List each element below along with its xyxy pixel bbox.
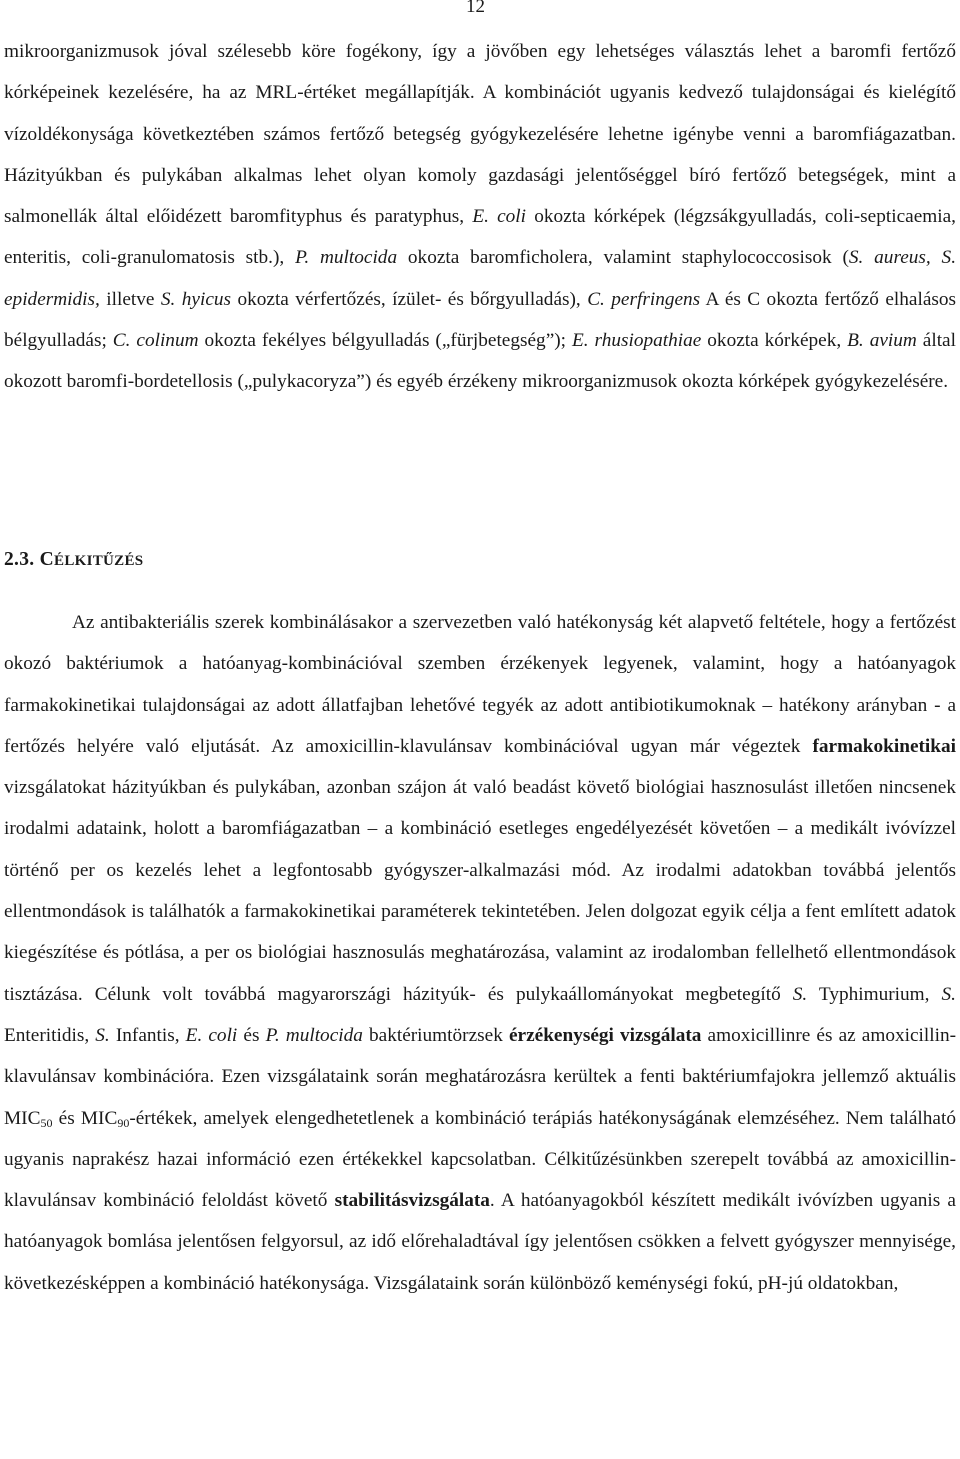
organism-name: E. coli	[185, 1024, 238, 1046]
organism-name: C. colinum	[112, 330, 199, 352]
section-title-rest: ÉLKITŰZÉS	[54, 553, 144, 569]
text-run: Typhimurium,	[818, 983, 930, 1005]
organism-name: E. rhusiopathiae	[572, 330, 702, 352]
text-run: A és C okozta fertőző elhalásos bélgyulladás;	[4, 288, 957, 352]
page-number: 12	[466, 0, 485, 17]
text-run: baktériumtörzsek	[369, 1024, 503, 1046]
text-run: okozta fekélyes bélgyulladás („fürjbetegség”);	[204, 330, 567, 352]
organism-name: S. aureus, S. epidermidis,	[4, 247, 957, 310]
bold-term: érzékenységi vizsgálata	[508, 1024, 702, 1046]
organism-name: E. coli	[472, 206, 527, 228]
text-run: Enteritidis,	[4, 1024, 90, 1046]
section-title-initial: C	[39, 549, 55, 570]
text-run: okozta kórképek (légzsákgyulladás, coli-septicaemia, enteritis, coli-granulomatosis stb.),	[4, 206, 956, 269]
paragraph-objectives	[4, 602, 956, 1304]
organism-name: S. hyicus	[160, 288, 232, 310]
subscript: 90	[117, 1115, 130, 1130]
text-run: vizsgálatokat házityúkban és pulykában, azonban szájon át való beadást követő biológiai hasznosulást illetően nincsenek irodalmi adataink, holott a baromfiágazatban – a kombináció esetleges engedélyezését követően – a medikált ivóvízzel történő per os kezelés lehet a legfontosabb gyógyszer-alkalmazási mód. Az irodalmi adatokban továbbá jelentős ellentmondások is találhatók a farmakokinetikai paraméterek tekintetében. Jelen dolgozat egyik célja a fent említett adatok kiegészítése és pótlása, a per os biológiai hasznosulás meghatározása, valamint az irodalomban fellelhető ellentmondások tisztázása. Célunk volt továbbá magyarországi házityúk- és pulykaállományokat megbetegítő	[4, 777, 956, 1005]
text-run: . A hatóanyagokból készített medikált ivóvízben ugyanis a hatóanyagok bomlása jelentősen felgyorsul, az idő előrehaladtával így jelentősen csökken a felvett gyógyszer mennyisége, következésképpen a kombináció hatékonysága. Vizsgálataink során különböző keménységi fokú, pH-jú oldatokban,	[4, 1190, 956, 1294]
bold-term: farmakokinetikai	[812, 735, 957, 757]
text-run: által okozott baromfi-bordetellosis („pulykacoryza”) és egyéb érzékeny mikroorganizmusok okozta kórképek gyógykezelésére.	[4, 330, 956, 393]
text-run: -értékek, amelyek elengedhetetlenek a kombináció terápiás hatékonyságának elemzéséhez. Nem található ugyanis naprakész hazai információ ezen értékekkel kapcsolatban. Célkitűzésünkben szerepelt továbbá az amoxicillin-klavulánsav kombináció feloldást követő	[4, 1107, 956, 1212]
bold-term: stabilitásvizsgálata	[334, 1190, 490, 1212]
organism-name: P. multocida	[265, 1024, 363, 1046]
text-run: okozta baromficholera, valamint staphylococcosisok (	[407, 247, 849, 269]
organism-name: P. multocida	[295, 247, 398, 269]
text-run: amoxicillinre és az amoxicillin-klavulánsav kombinációra. Ezen vizsgálataink során meghatározásra kerültek a fenti baktériumfajokra jellemző aktuális MIC	[4, 1024, 957, 1129]
text-run: Infantis,	[115, 1024, 180, 1046]
section-number: 2.3.	[4, 549, 35, 570]
organism-name: S.	[792, 983, 808, 1005]
text-run: és	[243, 1024, 260, 1046]
organism-name: S.	[95, 1024, 110, 1046]
text-run: és MIC	[58, 1107, 118, 1129]
text-run: mikroorganizmusok jóval szélesebb köre fogékony, így a jövőben egy lehetséges választás lehet a baromfi fertőző kórképeinek kezelésére, ha az MRL-értéket megállapítják. A kombinációt ugyanis kedvező tulajdonságai és kielégítő vízoldékonysága következtében számos fertőző betegség gyógykezelésére lehetne igénybe venni a baromfiágazatban. Házityúkban és pulykában alkalmas lehet olyan komoly gazdasági jelentőséggel bíró fertőző betegségek, mint a salmonellák által előidézett baromfityphus és paratyphus,	[4, 41, 956, 228]
section-heading	[4, 549, 143, 571]
text-run: Az antibakteriális szerek kombinálásakor a szervezetben való hatékonyság két alapvető feltétele, hogy a fertőzést okozó baktériumok a hatóanyag-kombinációval szemben érzékenyek legyenek, valamint, hogy a hatóanyagok farmakokinetikai tulajdonságai az adott állatfajban lehetővé tegyék az adott antibiotikumoknak – hatékony arányban - a fertőzés helyére való eljutását. Az amoxicillin-klavulánsav kombinációval ugyan már végeztek	[4, 612, 956, 757]
organism-name: C. perfringens	[587, 288, 701, 310]
paragraph-intro	[4, 31, 956, 403]
organism-name: B. avium	[847, 330, 917, 352]
text-run: okozta vérfertőzés, ízület- és bőrgyulladás),	[237, 288, 581, 310]
organism-name: S.	[941, 983, 956, 1005]
text-run: illetve	[106, 288, 155, 310]
text-run: okozta kórképek,	[707, 330, 842, 352]
subscript: 50	[40, 1115, 53, 1130]
